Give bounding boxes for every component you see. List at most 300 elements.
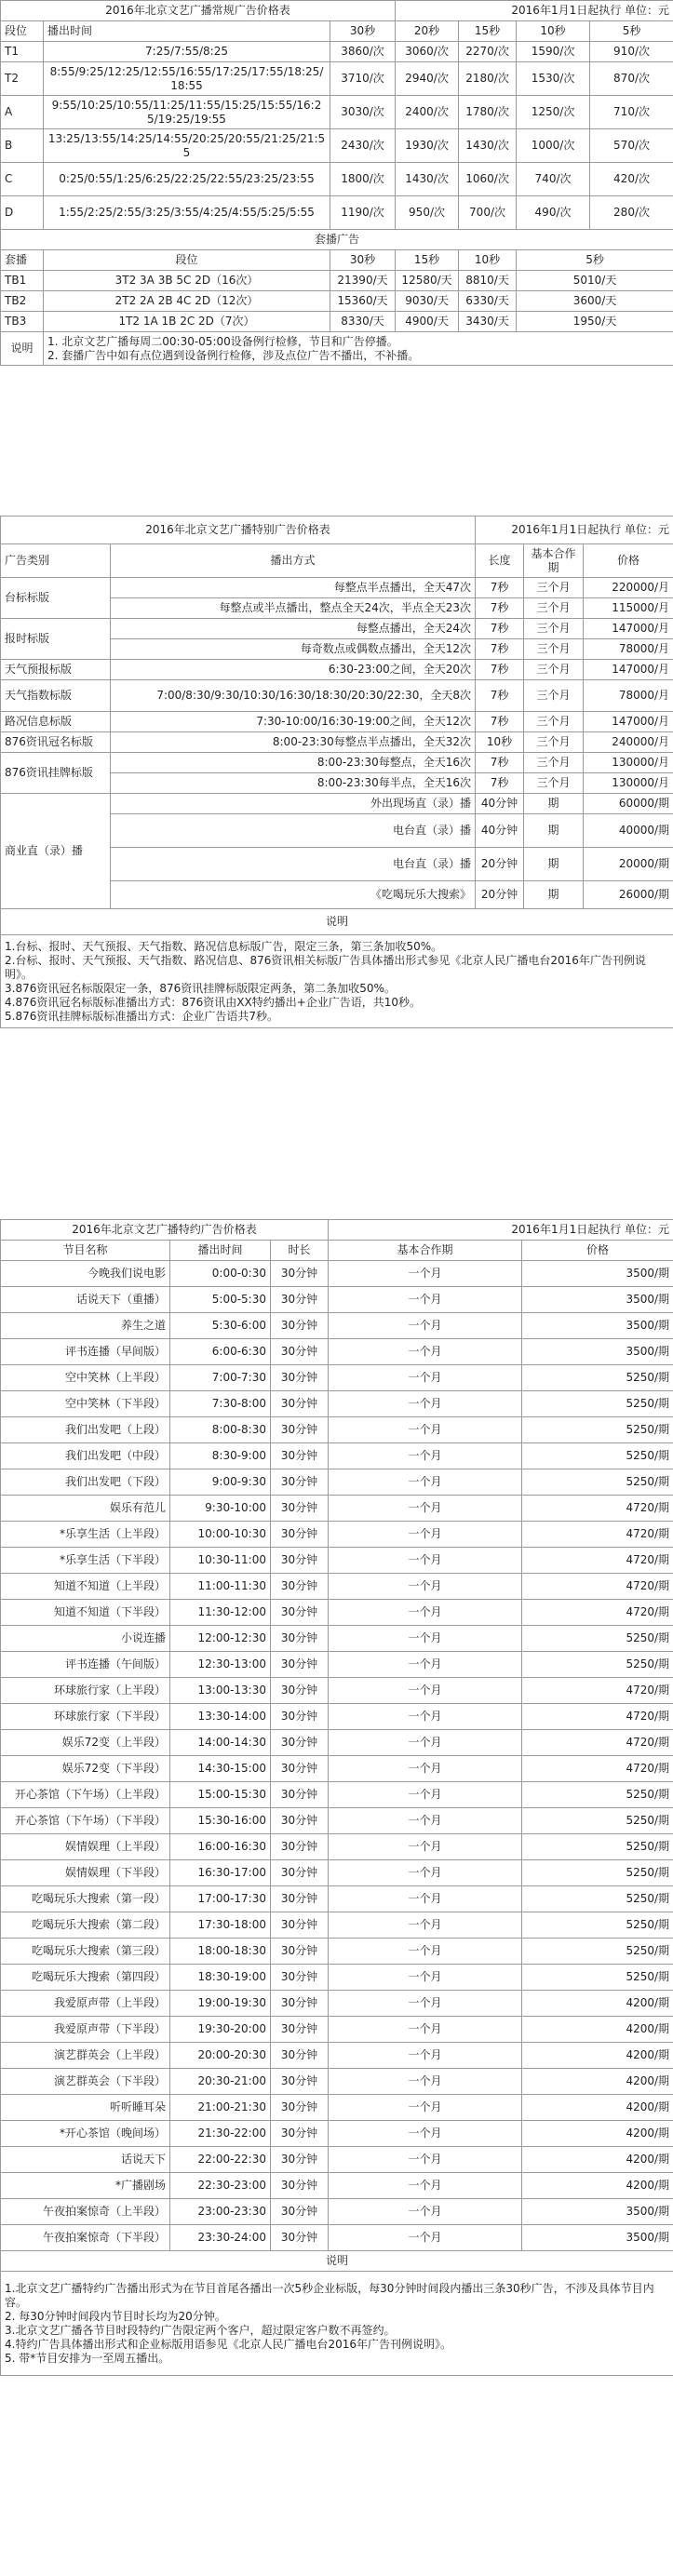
airing-mode-cell: 7:00/8:30/9:30/10:30/16:30/18:30/20:30/22:30，全天8次 bbox=[111, 680, 476, 712]
table-row bbox=[1, 1261, 673, 1287]
table-row bbox=[1, 1365, 673, 1391]
price-cell: 147000/月 bbox=[584, 660, 673, 680]
table-row bbox=[1, 1912, 673, 1939]
airing-mode-cell: 8:00-23:30每整点，全天16次 bbox=[111, 753, 476, 773]
airtime-cell: 15:00-15:30 bbox=[170, 1782, 271, 1808]
table-row bbox=[1, 1339, 673, 1365]
ad-category-cell: 路况信息标版 bbox=[1, 712, 111, 732]
table-row bbox=[1, 196, 673, 230]
program-name-cell: 吃喝玩乐大搜索（第二段） bbox=[1, 1912, 170, 1939]
program-name-cell: *乐享生活（下半段） bbox=[1, 1548, 170, 1574]
period-cell: 一个月 bbox=[329, 1548, 522, 1574]
duration-cell: 30分钟 bbox=[271, 1261, 329, 1287]
length-cell: 7秒 bbox=[476, 680, 524, 712]
period-cell: 三个月 bbox=[524, 639, 584, 660]
period-cell: 一个月 bbox=[329, 1600, 522, 1626]
table-row bbox=[1, 794, 673, 814]
table-row bbox=[1, 129, 673, 163]
program-name-cell: 听听睡耳朵 bbox=[1, 2095, 170, 2121]
program-name-cell: 娱乐有范儿 bbox=[1, 1496, 170, 1522]
price-cell: 570/次 bbox=[590, 129, 673, 163]
price-cell: 2180/次 bbox=[459, 62, 517, 96]
table-title-row bbox=[1, 1220, 673, 1241]
column-header: 30秒 bbox=[330, 250, 396, 271]
regular-ad-price-table bbox=[0, 0, 673, 366]
column-header: 15秒 bbox=[459, 21, 517, 42]
period-cell: 一个月 bbox=[329, 2173, 522, 2199]
duration-cell: 30分钟 bbox=[271, 2225, 329, 2251]
duration-cell: 30分钟 bbox=[271, 1912, 329, 1939]
airing-mode-cell: 8:00-23:30每半点，全天16次 bbox=[111, 773, 476, 794]
airtime-cell: 15:30-16:00 bbox=[170, 1808, 271, 1834]
airtime-cell: 12:30-13:00 bbox=[170, 1652, 271, 1678]
program-name-cell: *乐享生活（上半段） bbox=[1, 1522, 170, 1548]
segment-cell: 1T2 1A 1B 2C 2D（7次） bbox=[44, 312, 330, 332]
airtime-cell: 22:30-23:00 bbox=[170, 2173, 271, 2199]
price-cell: 5250/期 bbox=[522, 1469, 673, 1496]
column-header: 10秒 bbox=[517, 21, 590, 42]
notes-label-row bbox=[1, 909, 673, 935]
price-cell: 130000/月 bbox=[584, 773, 673, 794]
column-header: 5秒 bbox=[590, 21, 673, 42]
price-cell: 1530/次 bbox=[517, 62, 590, 96]
table-row bbox=[1, 2069, 673, 2095]
airing-mode-cell: 每整点播出，全天24次 bbox=[111, 619, 476, 639]
price-cell: 700/次 bbox=[459, 196, 517, 230]
duration-cell: 30分钟 bbox=[271, 1886, 329, 1912]
column-header: 段位 bbox=[1, 21, 44, 42]
price-cell: 1250/次 bbox=[517, 96, 590, 129]
airtime-cell: 7:25/7:55/8:25 bbox=[44, 42, 330, 62]
program-name-cell: 开心茶馆（下午场）（下半段） bbox=[1, 1808, 170, 1834]
price-cell: 4200/期 bbox=[522, 2069, 673, 2095]
table-row bbox=[1, 2173, 673, 2199]
duration-cell: 30分钟 bbox=[271, 1496, 329, 1522]
price-cell: 5250/期 bbox=[522, 1912, 673, 1939]
airing-mode-cell: 每整点半点播出，全天47次 bbox=[111, 578, 476, 598]
table-row bbox=[1, 1860, 673, 1886]
table-row bbox=[1, 62, 673, 96]
period-cell: 一个月 bbox=[329, 1834, 522, 1860]
period-cell: 一个月 bbox=[329, 1860, 522, 1886]
regular-ad-rows bbox=[1, 42, 673, 230]
airing-mode-cell: 6:30-23:00之间，全天20次 bbox=[111, 660, 476, 680]
period-cell: 期 bbox=[524, 794, 584, 814]
price-cell: 3600/天 bbox=[517, 291, 673, 312]
airtime-cell: 9:55/10:25/10:55/11:25/11:55/15:25/15:55/16:25/19:25/19:55 bbox=[44, 96, 330, 129]
table-row bbox=[1, 96, 673, 129]
duration-cell: 30分钟 bbox=[271, 2043, 329, 2069]
table-row bbox=[1, 1782, 673, 1808]
period-cell: 一个月 bbox=[329, 1886, 522, 1912]
airtime-cell: 0:00-0:30 bbox=[170, 1261, 271, 1287]
airtime-cell: 12:00-12:30 bbox=[170, 1626, 271, 1652]
effective-date-unit: 2016年1月1日起执行 单位：元 bbox=[396, 1, 673, 21]
airtime-cell: 17:00-17:30 bbox=[170, 1886, 271, 1912]
price-cell: 5250/期 bbox=[522, 1782, 673, 1808]
program-name-cell: 吃喝玩乐大搜索（第三段） bbox=[1, 1939, 170, 1965]
price-cell: 6330/天 bbox=[459, 291, 517, 312]
price-cell: 4200/期 bbox=[522, 1991, 673, 2017]
price-cell: 26000/期 bbox=[584, 881, 673, 909]
period-cell: 一个月 bbox=[329, 2121, 522, 2147]
column-header: 价格 bbox=[584, 544, 673, 578]
program-name-cell: *开心茶馆（晚间场） bbox=[1, 2121, 170, 2147]
airtime-cell: 23:30-24:00 bbox=[170, 2225, 271, 2251]
airtime-cell: 17:30-18:00 bbox=[170, 1912, 271, 1939]
program-name-cell: 娱乐72变（上半段） bbox=[1, 1730, 170, 1756]
notes-row bbox=[1, 935, 673, 1028]
duration-cell: 30分钟 bbox=[271, 2173, 329, 2199]
note-line: 2. 每30分钟时间段内节目时长均为20分钟。 bbox=[5, 2309, 226, 2323]
period-cell: 一个月 bbox=[329, 1652, 522, 1678]
price-cell: 4720/期 bbox=[522, 1548, 673, 1574]
price-cell: 147000/月 bbox=[584, 619, 673, 639]
period-cell: 三个月 bbox=[524, 598, 584, 619]
table-row bbox=[1, 1287, 673, 1313]
airing-mode-cell: 外出现场直（录）播 bbox=[111, 794, 476, 814]
period-cell: 一个月 bbox=[329, 1496, 522, 1522]
duration-cell: 30分钟 bbox=[271, 1860, 329, 1886]
length-cell: 40分钟 bbox=[476, 814, 524, 848]
airing-mode-cell: 8:00-23:30每整点半点播出，全天32次 bbox=[111, 732, 476, 753]
period-cell: 一个月 bbox=[329, 2199, 522, 2225]
segment-cell: C bbox=[1, 163, 44, 196]
price-cell: 1800/次 bbox=[330, 163, 396, 196]
program-name-cell: 我爱原声带（上半段） bbox=[1, 1991, 170, 2017]
price-cell: 240000/月 bbox=[584, 732, 673, 753]
price-cell: 12580/天 bbox=[396, 271, 459, 291]
price-cell: 2940/次 bbox=[396, 62, 459, 96]
airtime-cell: 8:55/9:25/12:25/12:55/16:55/17:25/17:55/18:25/18:55 bbox=[44, 62, 330, 96]
duration-cell: 30分钟 bbox=[271, 2147, 329, 2173]
airtime-cell: 19:00-19:30 bbox=[170, 1991, 271, 2017]
program-name-cell: 娱情娱理（下半段） bbox=[1, 1860, 170, 1886]
ad-category-cell: 天气预报标版 bbox=[1, 660, 111, 680]
airtime-cell: 11:30-12:00 bbox=[170, 1600, 271, 1626]
price-cell: 4720/期 bbox=[522, 1600, 673, 1626]
table-row bbox=[1, 1939, 673, 1965]
package-name-cell: TB3 bbox=[1, 312, 44, 332]
airtime-cell: 21:30-22:00 bbox=[170, 2121, 271, 2147]
column-header: 价格 bbox=[522, 1241, 673, 1261]
airtime-cell: 5:00-5:30 bbox=[170, 1287, 271, 1313]
period-cell: 一个月 bbox=[329, 1469, 522, 1496]
price-cell: 4720/期 bbox=[522, 1756, 673, 1782]
table-row bbox=[1, 1496, 673, 1522]
table-row bbox=[1, 753, 673, 773]
ad-category-cell: 876资讯挂牌标版 bbox=[1, 753, 111, 794]
table-row bbox=[1, 1626, 673, 1652]
table-row bbox=[1, 578, 673, 598]
price-cell: 2270/次 bbox=[459, 42, 517, 62]
price-cell: 5250/期 bbox=[522, 1860, 673, 1886]
program-name-cell: 我们出发吧（中段） bbox=[1, 1443, 170, 1469]
price-cell: 280/次 bbox=[590, 196, 673, 230]
period-cell: 一个月 bbox=[329, 1678, 522, 1704]
program-name-cell: 娱乐72变（下半段） bbox=[1, 1756, 170, 1782]
special-ad-price-table bbox=[0, 516, 673, 1028]
price-cell: 4200/期 bbox=[522, 2121, 673, 2147]
segment-cell: T2 bbox=[1, 62, 44, 96]
table-row bbox=[1, 1965, 673, 1991]
price-cell: 3500/期 bbox=[522, 1313, 673, 1339]
period-cell: 一个月 bbox=[329, 1522, 522, 1548]
effective-date-unit: 2016年1月1日起执行 单位：元 bbox=[329, 1220, 673, 1241]
airtime-cell: 13:30-14:00 bbox=[170, 1704, 271, 1730]
package-title-row bbox=[1, 230, 673, 250]
price-cell: 1190/次 bbox=[330, 196, 396, 230]
duration-cell: 30分钟 bbox=[271, 1469, 329, 1496]
program-name-cell: 吃喝玩乐大搜索（第一段） bbox=[1, 1886, 170, 1912]
period-cell: 三个月 bbox=[524, 753, 584, 773]
period-cell: 三个月 bbox=[524, 773, 584, 794]
table-row bbox=[1, 1391, 673, 1417]
airing-mode-cell: 电台直（录）播 bbox=[111, 848, 476, 881]
program-name-cell: 午夜拍案惊奇（下半段） bbox=[1, 2225, 170, 2251]
package-title: 套播广告 bbox=[1, 230, 673, 250]
period-cell: 三个月 bbox=[524, 732, 584, 753]
duration-cell: 30分钟 bbox=[271, 1704, 329, 1730]
table-row bbox=[1, 1548, 673, 1574]
airtime-cell: 21:00-21:30 bbox=[170, 2095, 271, 2121]
program-name-cell: 环球旅行家（下半段） bbox=[1, 1704, 170, 1730]
price-cell: 78000/月 bbox=[584, 680, 673, 712]
notes-row bbox=[1, 2272, 673, 2376]
period-cell: 一个月 bbox=[329, 1939, 522, 1965]
period-cell: 一个月 bbox=[329, 1313, 522, 1339]
airtime-cell: 23:00-23:30 bbox=[170, 2199, 271, 2225]
column-header: 节目名称 bbox=[1, 1241, 170, 1261]
duration-cell: 30分钟 bbox=[271, 2069, 329, 2095]
period-cell: 三个月 bbox=[524, 619, 584, 639]
table-row bbox=[1, 1756, 673, 1782]
table-row bbox=[1, 2095, 673, 2121]
price-cell: 1950/天 bbox=[517, 312, 673, 332]
table-row bbox=[1, 2147, 673, 2173]
ad-category-cell: 台标标版 bbox=[1, 578, 111, 619]
period-cell: 一个月 bbox=[329, 1730, 522, 1756]
table-row bbox=[1, 712, 673, 732]
airtime-cell: 13:00-13:30 bbox=[170, 1678, 271, 1704]
duration-cell: 30分钟 bbox=[271, 1756, 329, 1782]
note-line: 4.876资讯冠名标版标准播出方式：876资讯由XX特约播出+企业广告语，共10秒。 bbox=[5, 995, 422, 1009]
price-cell: 910/次 bbox=[590, 42, 673, 62]
table-row bbox=[1, 1443, 673, 1469]
duration-cell: 30分钟 bbox=[271, 1548, 329, 1574]
table-row bbox=[1, 1522, 673, 1548]
table-row bbox=[1, 1652, 673, 1678]
airtime-cell: 14:30-15:00 bbox=[170, 1756, 271, 1782]
program-name-cell: 知道不知道（下半段） bbox=[1, 1600, 170, 1626]
ad-category-cell: 报时标版 bbox=[1, 619, 111, 660]
duration-cell: 30分钟 bbox=[271, 1965, 329, 1991]
table-row bbox=[1, 2225, 673, 2251]
period-cell: 一个月 bbox=[329, 1912, 522, 1939]
column-header: 5秒 bbox=[517, 250, 673, 271]
note-line: 1.台标、报时、天气预报、天气指数、路况信息标版广告，限定三条，第三条加收50%。 bbox=[5, 939, 443, 953]
program-name-cell: 开心茶馆（下午场）（上半段） bbox=[1, 1782, 170, 1808]
period-cell: 期 bbox=[524, 814, 584, 848]
table-title: 2016年北京文艺广播特别广告价格表 bbox=[1, 517, 476, 544]
length-cell: 7秒 bbox=[476, 598, 524, 619]
duration-cell: 30分钟 bbox=[271, 1574, 329, 1600]
table-row bbox=[1, 660, 673, 680]
price-cell: 5250/期 bbox=[522, 1417, 673, 1443]
length-cell: 7秒 bbox=[476, 753, 524, 773]
period-cell: 一个月 bbox=[329, 1626, 522, 1652]
program-name-cell: 养生之道 bbox=[1, 1313, 170, 1339]
price-cell: 3500/期 bbox=[522, 1339, 673, 1365]
note-line: 1. 北京文艺广播每周二00:30-05:00设备例行检修，节目和广告停播。 bbox=[47, 334, 398, 348]
airing-mode-cell: 7:30-10:00/16:30-19:00之间，全天12次 bbox=[111, 712, 476, 732]
price-cell: 5250/期 bbox=[522, 1939, 673, 1965]
airtime-cell: 14:00-14:30 bbox=[170, 1730, 271, 1756]
program-name-cell: 环球旅行家（上半段） bbox=[1, 1678, 170, 1704]
airtime-cell: 16:30-17:00 bbox=[170, 1860, 271, 1886]
airtime-cell: 20:00-20:30 bbox=[170, 2043, 271, 2069]
airtime-cell: 18:30-19:00 bbox=[170, 1965, 271, 1991]
table-row bbox=[1, 1834, 673, 1860]
package-rows bbox=[1, 271, 673, 332]
column-header: 段位 bbox=[44, 250, 330, 271]
price-cell: 5250/期 bbox=[522, 1626, 673, 1652]
table-row bbox=[1, 1704, 673, 1730]
duration-cell: 30分钟 bbox=[271, 2017, 329, 2043]
period-cell: 一个月 bbox=[329, 1965, 522, 1991]
period-cell: 一个月 bbox=[329, 2069, 522, 2095]
table-row bbox=[1, 732, 673, 753]
duration-cell: 30分钟 bbox=[271, 1834, 329, 1860]
price-cell: 710/次 bbox=[590, 96, 673, 129]
airtime-cell: 13:25/13:55/14:25/14:55/20:25/20:55/21:25/21:55 bbox=[44, 129, 330, 163]
airtime-cell: 22:00-22:30 bbox=[170, 2147, 271, 2173]
airing-mode-cell: 电台直（录）播 bbox=[111, 814, 476, 848]
table-row bbox=[1, 680, 673, 712]
program-name-cell: *广播剧场 bbox=[1, 2173, 170, 2199]
period-cell: 期 bbox=[524, 848, 584, 881]
header-row bbox=[1, 1241, 673, 1261]
duration-cell: 30分钟 bbox=[271, 2199, 329, 2225]
price-cell: 490/次 bbox=[517, 196, 590, 230]
price-cell: 4720/期 bbox=[522, 1678, 673, 1704]
program-name-cell: 今晚我们说电影 bbox=[1, 1261, 170, 1287]
notes-label-row bbox=[1, 2251, 673, 2272]
price-cell: 5010/天 bbox=[517, 271, 673, 291]
price-cell: 4720/期 bbox=[522, 1496, 673, 1522]
duration-cell: 30分钟 bbox=[271, 1339, 329, 1365]
price-cell: 4200/期 bbox=[522, 2095, 673, 2121]
program-name-cell: 话说天下（重播） bbox=[1, 1287, 170, 1313]
duration-cell: 30分钟 bbox=[271, 2095, 329, 2121]
period-cell: 一个月 bbox=[329, 2147, 522, 2173]
notes-label: 说明 bbox=[1, 2251, 673, 2272]
header-row bbox=[1, 21, 673, 42]
price-cell: 5250/期 bbox=[522, 1652, 673, 1678]
airtime-cell: 8:00-8:30 bbox=[170, 1417, 271, 1443]
period-cell: 一个月 bbox=[329, 1417, 522, 1443]
price-cell: 220000/月 bbox=[584, 578, 673, 598]
table-row bbox=[1, 619, 673, 639]
note-line: 3.北京文艺广播各节目时段特约广告限定两个客户，超过限定客户数不再签约。 bbox=[5, 2323, 396, 2337]
price-cell: 130000/月 bbox=[584, 753, 673, 773]
duration-cell: 30分钟 bbox=[271, 1391, 329, 1417]
table-row bbox=[1, 1991, 673, 2017]
table-title-row bbox=[1, 517, 673, 544]
airtime-cell: 1:55/2:25/2:55/3:25/3:55/4:25/4:55/5:25/5:55 bbox=[44, 196, 330, 230]
price-cell: 3430/天 bbox=[459, 312, 517, 332]
notes-row bbox=[1, 332, 673, 366]
table-row bbox=[1, 1417, 673, 1443]
price-cell: 4200/期 bbox=[522, 2017, 673, 2043]
period-cell: 一个月 bbox=[329, 2017, 522, 2043]
table-title-row bbox=[1, 1, 673, 21]
period-cell: 三个月 bbox=[524, 712, 584, 732]
table-row bbox=[1, 291, 673, 312]
length-cell: 7秒 bbox=[476, 619, 524, 639]
length-cell: 10秒 bbox=[476, 732, 524, 753]
length-cell: 7秒 bbox=[476, 773, 524, 794]
period-cell: 一个月 bbox=[329, 1782, 522, 1808]
length-cell: 20分钟 bbox=[476, 881, 524, 909]
sponsor-program-rows bbox=[1, 1261, 673, 2251]
note-line: 5. 带*节目安排为一至周五播出。 bbox=[5, 2351, 170, 2365]
airtime-cell: 5:30-6:00 bbox=[170, 1313, 271, 1339]
period-cell: 一个月 bbox=[329, 1574, 522, 1600]
table-row bbox=[1, 1886, 673, 1912]
program-name-cell: 我爱原声带（下半段） bbox=[1, 2017, 170, 2043]
duration-cell: 30分钟 bbox=[271, 1808, 329, 1834]
table-row bbox=[1, 1469, 673, 1496]
price-cell: 3500/期 bbox=[522, 1287, 673, 1313]
price-cell: 5250/期 bbox=[522, 1808, 673, 1834]
price-cell: 950/次 bbox=[396, 196, 459, 230]
airtime-cell: 9:00-9:30 bbox=[170, 1469, 271, 1496]
note-line: 5.876资讯挂牌标版标准播出方式：企业广告语共7秒。 bbox=[5, 1009, 278, 1023]
program-name-cell: 小说连播 bbox=[1, 1626, 170, 1652]
duration-cell: 30分钟 bbox=[271, 1313, 329, 1339]
ad-category-cell: 876资讯冠名标版 bbox=[1, 732, 111, 753]
duration-cell: 30分钟 bbox=[271, 1522, 329, 1548]
note-line: 1.北京文艺广播特约广告播出形式为在节目首尾各播出一次5秒企业标版，每30分钟时间段内播出三条30秒广告，不涉及具体节目内容。 bbox=[5, 2281, 654, 2309]
column-header: 时长 bbox=[271, 1241, 329, 1261]
table-title: 2016年北京文艺广播常规广告价格表 bbox=[1, 1, 396, 21]
column-header: 套播 bbox=[1, 250, 44, 271]
column-header: 30秒 bbox=[330, 21, 396, 42]
price-cell: 21390/天 bbox=[330, 271, 396, 291]
program-name-cell: 午夜拍案惊奇（上半段） bbox=[1, 2199, 170, 2225]
price-cell: 4900/天 bbox=[396, 312, 459, 332]
package-name-cell: TB2 bbox=[1, 291, 44, 312]
segment-cell: D bbox=[1, 196, 44, 230]
duration-cell: 30分钟 bbox=[271, 1626, 329, 1652]
table-row bbox=[1, 2043, 673, 2069]
note-line: 4.特约广告具体播出形式和企业标版用语参见《北京人民广播电台2016年广告刊例说明》。 bbox=[5, 2337, 451, 2351]
airtime-cell: 7:30-8:00 bbox=[170, 1391, 271, 1417]
airtime-cell: 10:00-10:30 bbox=[170, 1522, 271, 1548]
table-row bbox=[1, 312, 673, 332]
length-cell: 7秒 bbox=[476, 712, 524, 732]
period-cell: 三个月 bbox=[524, 578, 584, 598]
package-name-cell: TB1 bbox=[1, 271, 44, 291]
period-cell: 期 bbox=[524, 881, 584, 909]
period-cell: 一个月 bbox=[329, 1391, 522, 1417]
table-row bbox=[1, 1808, 673, 1834]
duration-cell: 30分钟 bbox=[271, 1991, 329, 2017]
ad-category-cell: 天气指数标版 bbox=[1, 680, 111, 712]
period-cell: 一个月 bbox=[329, 1808, 522, 1834]
package-header-row bbox=[1, 250, 673, 271]
